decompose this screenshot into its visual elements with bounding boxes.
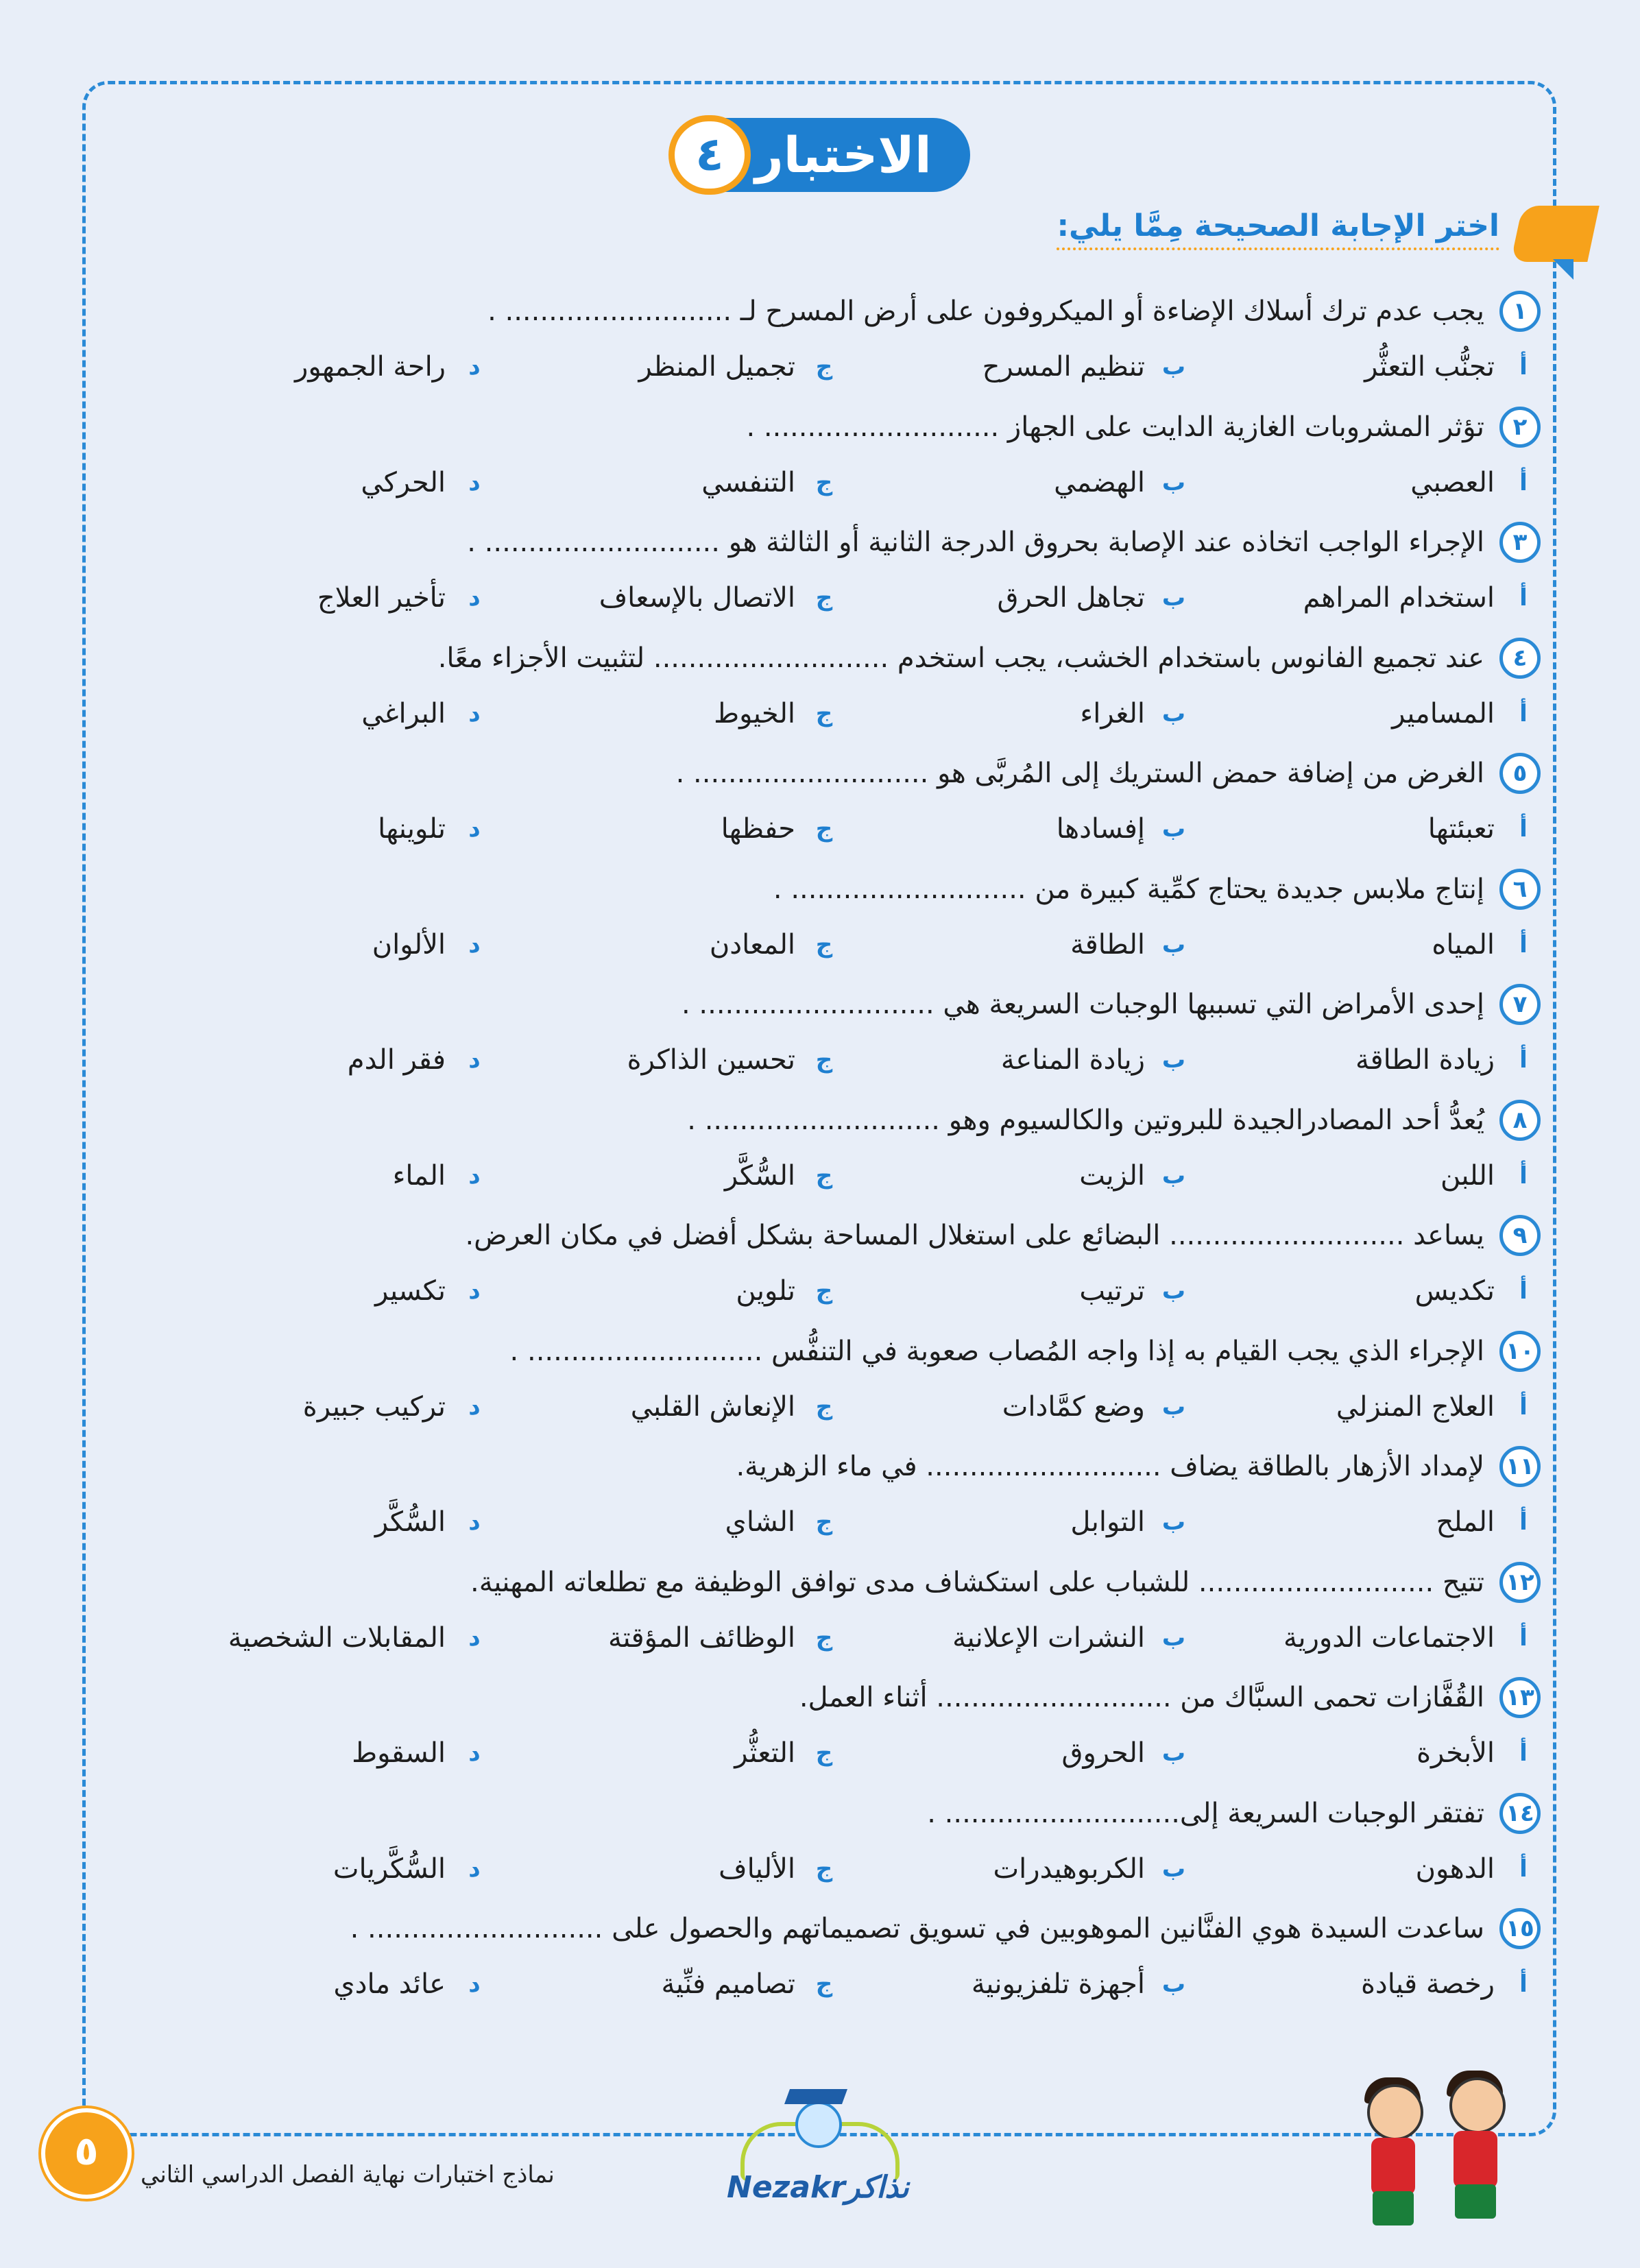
option-letter: ب	[1161, 1739, 1186, 1767]
answer-option[interactable]	[488, 1044, 838, 1076]
option-letter: ب	[1161, 1624, 1186, 1652]
option-text: الأبخرة	[1416, 1737, 1495, 1769]
options-row	[138, 1033, 1537, 1087]
option-letter: أ	[1519, 1739, 1528, 1767]
question-text: لإمداد الأزهار بالطاقة يضاف ........................... في ماء الزهرية.	[736, 1451, 1484, 1482]
option-text: الاتصال بالإسعاف	[599, 582, 795, 614]
answer-option[interactable]	[488, 929, 838, 961]
question-number-badge: ٩	[1499, 1215, 1541, 1256]
option-text: المعادن	[709, 929, 795, 961]
option-letter: أ	[1519, 469, 1528, 496]
option-text: حفظها	[721, 813, 795, 845]
option-letter: ب	[1161, 931, 1186, 958]
option-letter: ب	[1161, 353, 1186, 381]
option-letter: ب	[1161, 1046, 1186, 1074]
answer-option[interactable]	[488, 698, 838, 729]
option-text: اللبن	[1440, 1160, 1495, 1192]
option-letter: أ	[1519, 1970, 1528, 1998]
question-row	[467, 515, 1541, 570]
student-head-icon	[795, 2101, 842, 2148]
option-letter: ج	[815, 1624, 833, 1652]
option-letter: ج	[815, 1970, 833, 1998]
answer-option[interactable]	[488, 1275, 838, 1307]
option-letter: أ	[1519, 700, 1528, 727]
option-letter: ب	[1161, 1508, 1186, 1536]
question-row	[438, 631, 1541, 686]
answer-option[interactable]	[838, 1044, 1187, 1076]
answer-option[interactable]	[488, 1622, 838, 1654]
option-letter: د	[468, 1277, 481, 1305]
answer-option[interactable]	[1187, 813, 1537, 845]
answer-option[interactable]	[1187, 1160, 1537, 1192]
option-letter: أ	[1519, 353, 1528, 381]
option-text: العلاج المنزلي	[1336, 1391, 1495, 1423]
option-text: التعثُّر	[734, 1737, 795, 1769]
option-text: الكربوهيدرات	[993, 1853, 1145, 1885]
question-row	[927, 1786, 1541, 1841]
option-text: السُّكَّر	[724, 1160, 795, 1192]
question-number-badge: ١١	[1499, 1446, 1541, 1487]
answer-option[interactable]	[1187, 1622, 1537, 1654]
option-letter: أ	[1519, 584, 1528, 612]
answer-option[interactable]	[838, 1160, 1187, 1192]
answer-option[interactable]	[138, 1506, 488, 1538]
option-text: الحركي	[361, 467, 446, 498]
kid-shorts-icon	[1373, 2191, 1414, 2225]
option-text: تجنُّب التعثُّر	[1364, 351, 1495, 383]
options-row	[138, 918, 1537, 972]
option-text: تأخير العلاج	[317, 582, 446, 614]
answer-option[interactable]	[838, 467, 1187, 498]
option-text: الزيت	[1079, 1160, 1145, 1192]
answer-option[interactable]	[1187, 582, 1537, 614]
option-letter: ج	[815, 1162, 833, 1190]
answer-option[interactable]	[1187, 351, 1537, 383]
option-text: زيادة الطاقة	[1355, 1044, 1495, 1076]
question-row	[736, 1439, 1541, 1494]
question-text: تتيح ........................... للشباب على استكشاف مدى توافق الوظيفة مع تطلعاته المهنية.	[470, 1567, 1484, 1598]
question-number-badge: ٣	[1499, 522, 1541, 563]
option-letter: د	[468, 1393, 481, 1421]
option-text: وضع كمَّادات	[1002, 1391, 1145, 1423]
option-text: الشاي	[725, 1506, 795, 1538]
question-row	[687, 1093, 1541, 1148]
answer-option[interactable]	[838, 1622, 1187, 1654]
answer-option[interactable]	[838, 1506, 1187, 1538]
question-number-badge: ٦	[1499, 869, 1541, 910]
option-text: السُّكَّر	[374, 1506, 446, 1538]
answer-option[interactable]	[488, 1968, 838, 2000]
option-letter: ب	[1161, 1162, 1186, 1190]
options-row	[138, 1957, 1537, 2011]
option-text: العصبي	[1410, 467, 1495, 498]
kid-shirt-icon	[1371, 2138, 1415, 2195]
option-letter: أ	[1519, 1508, 1528, 1536]
answer-option[interactable]	[838, 813, 1187, 845]
question-text: تؤثر المشروبات الغازية الدايت على الجهاز ........................... .	[746, 411, 1484, 443]
kid-shirt-icon	[1454, 2131, 1497, 2188]
option-letter: ج	[815, 584, 833, 612]
option-letter: د	[468, 1624, 481, 1652]
options-row	[138, 456, 1537, 509]
answer-option[interactable]	[488, 351, 838, 383]
logo-text: Nezakrنذاكر	[727, 2170, 909, 2205]
kid-face-icon	[1367, 2084, 1423, 2140]
option-letter: د	[468, 700, 481, 727]
option-letter: أ	[1519, 1277, 1528, 1305]
question-text: يساعد ........................... البضائع على استغلال المساحة بشكل أفضل في مكان العرض.	[465, 1220, 1484, 1251]
option-letter: ج	[815, 1393, 833, 1421]
question-text: يجب عدم ترك أسلاك الإضاءة أو الميكروفون على أرض المسرح لـ .......................... .	[487, 295, 1484, 327]
option-text: الحروق	[1061, 1737, 1145, 1769]
option-text: المسامير	[1392, 698, 1495, 729]
option-text: السُّكَّريات	[333, 1853, 446, 1885]
option-letter: ج	[815, 353, 833, 381]
option-text: الهضمي	[1054, 467, 1145, 498]
answer-option[interactable]	[488, 1737, 838, 1769]
question-text: تفتقر الوجبات السريعة إلى........................... .	[927, 1798, 1484, 1829]
option-text: تعبئتها	[1427, 813, 1495, 845]
answer-option[interactable]	[1187, 1853, 1537, 1885]
options-row	[138, 1149, 1537, 1203]
exam-title: الاختبار	[675, 118, 970, 192]
option-text: الطاقة	[1070, 929, 1145, 961]
answer-option[interactable]	[1187, 1737, 1537, 1769]
answer-option[interactable]	[1187, 1391, 1537, 1423]
question-row	[773, 862, 1541, 917]
answer-option[interactable]	[838, 1968, 1187, 2000]
kids-illustration	[1337, 2057, 1543, 2221]
option-letter: ج	[815, 469, 833, 496]
options-row	[138, 1726, 1537, 1780]
options-row	[138, 1380, 1537, 1434]
option-letter: ب	[1161, 469, 1186, 496]
answer-option[interactable]	[488, 1391, 838, 1423]
option-text: ترتيب	[1079, 1275, 1145, 1307]
answer-option[interactable]	[1187, 698, 1537, 729]
answer-option[interactable]	[138, 698, 488, 729]
answer-option[interactable]	[488, 1853, 838, 1885]
answer-option[interactable]	[138, 1044, 488, 1076]
answer-option[interactable]	[838, 1853, 1187, 1885]
option-letter: أ	[1519, 931, 1528, 958]
option-text: الألوان	[372, 929, 446, 961]
option-text: التوابل	[1070, 1506, 1145, 1538]
option-text: البراغي	[361, 698, 446, 729]
question-number-badge: ٥	[1499, 753, 1541, 794]
options-row	[138, 1842, 1537, 1896]
answer-option[interactable]	[488, 813, 838, 845]
answer-option[interactable]	[138, 1160, 488, 1192]
answer-option[interactable]	[138, 467, 488, 498]
answer-option[interactable]	[838, 698, 1187, 729]
question-row	[465, 1208, 1541, 1263]
option-letter: د	[468, 1855, 481, 1883]
option-text: عائد مادي	[333, 1968, 446, 2000]
option-text: الخيوط	[714, 698, 795, 729]
option-letter: ج	[815, 1508, 833, 1536]
question-text: عند تجميع الفانوس باستخدام الخشب، يجب استخدم ........................... لتثبيت الأجزاء معًا.	[437, 642, 1484, 674]
brand-logo	[713, 2074, 919, 2211]
question-number-badge: ٧	[1499, 984, 1541, 1025]
question-row	[799, 1670, 1541, 1725]
option-text: الماء	[392, 1160, 446, 1192]
kid-shorts-icon	[1455, 2184, 1496, 2219]
answer-option[interactable]	[488, 467, 838, 498]
options-row	[138, 1264, 1537, 1318]
question-text: يُعدُّ أحد المصادرالجيدة للبروتين والكالسيوم وهو ........................... .	[687, 1105, 1484, 1136]
answer-option[interactable]	[138, 1622, 488, 1654]
instruction-heading: اختر الإجابة الصحيحة مِمَّا يلي:	[1057, 208, 1499, 250]
option-text: تكسير	[374, 1275, 446, 1307]
graduation-cap-icon	[784, 2089, 847, 2104]
option-letter: ج	[815, 1739, 833, 1767]
question-row	[746, 400, 1541, 455]
answer-option[interactable]	[138, 351, 488, 383]
option-letter: ج	[815, 931, 833, 958]
instruction-tab-tail-icon	[1553, 259, 1573, 280]
question-row	[682, 977, 1541, 1032]
option-text: تحسين الذاكرة	[627, 1044, 795, 1076]
options-row	[138, 571, 1537, 625]
options-row	[138, 340, 1537, 394]
answer-option[interactable]	[138, 1275, 488, 1307]
option-text: تلوينها	[378, 813, 446, 845]
option-letter: د	[468, 1970, 481, 1998]
option-letter: ج	[815, 1046, 833, 1074]
option-text: تكديس	[1414, 1275, 1495, 1307]
option-text: الدهون	[1415, 1853, 1495, 1885]
option-letter: ج	[815, 700, 833, 727]
answer-option[interactable]	[488, 582, 838, 614]
option-text: الاجتماعات الدورية	[1283, 1622, 1495, 1654]
option-letter: د	[468, 931, 481, 958]
question-row	[470, 1555, 1541, 1610]
option-text: تركيب جبيرة	[302, 1391, 446, 1423]
option-text: رخصة قيادة	[1360, 1968, 1495, 2000]
answer-option[interactable]	[138, 1391, 488, 1423]
option-text: تلوين	[736, 1275, 795, 1307]
option-text: راحة الجمهور	[295, 351, 446, 383]
option-letter: د	[468, 1046, 481, 1074]
option-letter: د	[468, 815, 481, 843]
options-row	[138, 687, 1537, 740]
question-number-badge: ١٢	[1499, 1562, 1541, 1603]
answer-option[interactable]	[838, 1275, 1187, 1307]
answer-option[interactable]	[1187, 1275, 1537, 1307]
instruction-tab-icon	[1510, 206, 1599, 262]
options-row	[138, 1611, 1537, 1665]
option-text: المياه	[1432, 929, 1495, 961]
page-number: ٥	[41, 2108, 132, 2199]
answer-option[interactable]	[1187, 1968, 1537, 2000]
question-number-badge: ١٤	[1499, 1793, 1541, 1834]
option-letter: د	[468, 584, 481, 612]
question-text: ساعدت السيدة هوي الفنَّانين الموهوبين في تسويق تصميماتهم والحصول على ........................... .	[350, 1913, 1484, 1944]
option-text: تجميل المنظر	[638, 351, 795, 383]
answer-option[interactable]	[1187, 467, 1537, 498]
question-text: الغرض من إضافة حمض الستريك إلى المُربَّى هو ........................... .	[675, 758, 1484, 789]
answer-option[interactable]	[838, 1737, 1187, 1769]
answer-option[interactable]	[138, 582, 488, 614]
option-letter: ج	[815, 1277, 833, 1305]
option-letter: أ	[1519, 1162, 1528, 1190]
question-row	[350, 1901, 1541, 1956]
option-text: الغراء	[1080, 698, 1145, 729]
question-number-badge: ١	[1499, 291, 1541, 332]
option-text: الإنعاش القلبي	[630, 1391, 795, 1423]
answer-option[interactable]	[138, 813, 488, 845]
footer-text: نماذج اختبارات نهاية الفصل الدراسي الثاني	[141, 2161, 555, 2188]
option-text: الألياف	[719, 1853, 795, 1885]
answer-option[interactable]	[838, 929, 1187, 961]
option-letter: أ	[1519, 1393, 1528, 1421]
question-text: القُفَّازات تحمى السبَّاك من ........................... أثناء العمل.	[799, 1682, 1484, 1713]
answer-option[interactable]	[838, 1391, 1187, 1423]
option-text: زيادة المناعة	[1000, 1044, 1145, 1076]
question-text: الإجراء الواجب اتخاذه عند الإصابة بحروق الدرجة الثانية أو الثالثة هو ........................... .	[467, 527, 1484, 558]
option-text: إفسادها	[1056, 813, 1145, 845]
option-letter: د	[468, 1508, 481, 1536]
answer-option[interactable]	[1187, 1506, 1537, 1538]
option-letter: ب	[1161, 584, 1186, 612]
option-letter: ب	[1161, 700, 1186, 727]
answer-option[interactable]	[138, 1737, 488, 1769]
question-number-badge: ٤	[1499, 638, 1541, 679]
option-text: المقابلات الشخصية	[228, 1622, 446, 1654]
question-text: الإجراء الذي يجب القيام به إذا واجه المُصاب صعوبة في التنفُّس ........................... .	[509, 1336, 1484, 1367]
exam-number-badge: ٤	[668, 115, 751, 195]
answer-option[interactable]	[1187, 1044, 1537, 1076]
question-text: إحدى الأمراض التي تسببها الوجبات السريعة هي ........................... .	[681, 989, 1484, 1020]
option-text: تجاهل الحرق	[997, 582, 1145, 614]
question-row	[510, 1324, 1541, 1379]
option-letter: ج	[815, 815, 833, 843]
answer-option[interactable]	[138, 1968, 488, 2000]
option-text: تنظيم المسرح	[982, 351, 1145, 383]
question-number-badge: ١٠	[1499, 1331, 1541, 1372]
question-number-badge: ٢	[1499, 407, 1541, 448]
answer-option[interactable]	[488, 1160, 838, 1192]
question-number-badge: ١٥	[1499, 1908, 1541, 1949]
question-row	[487, 284, 1541, 339]
option-letter: ب	[1161, 1393, 1186, 1421]
kid-face-icon	[1449, 2077, 1506, 2134]
options-row	[138, 1495, 1537, 1549]
option-letter: ب	[1161, 815, 1186, 843]
option-letter: أ	[1519, 1624, 1528, 1652]
option-text: الملح	[1436, 1506, 1495, 1538]
option-letter: أ	[1519, 815, 1528, 843]
option-text: الوظائف المؤقتة	[608, 1622, 795, 1654]
option-text: أجهزة تلفزيونية	[971, 1968, 1145, 2000]
option-text: استخدام المراهم	[1303, 582, 1495, 614]
answer-option[interactable]	[1187, 929, 1537, 961]
option-letter: ب	[1161, 1855, 1186, 1883]
option-letter: أ	[1519, 1046, 1528, 1074]
answer-option[interactable]	[838, 351, 1187, 383]
option-letter: د	[468, 1739, 481, 1767]
question-row	[676, 746, 1541, 801]
option-text: النشرات الإعلانية	[952, 1622, 1145, 1654]
option-letter: د	[468, 353, 481, 381]
question-number-badge: ٨	[1499, 1100, 1541, 1141]
option-text: السقوط	[352, 1737, 446, 1769]
option-letter: د	[468, 1162, 481, 1190]
option-letter: د	[468, 469, 481, 496]
option-text: فقر الدم	[347, 1044, 446, 1076]
option-letter: ب	[1161, 1277, 1186, 1305]
option-letter: ج	[815, 1855, 833, 1883]
answer-option[interactable]	[838, 582, 1187, 614]
answer-option[interactable]	[488, 1506, 838, 1538]
option-text: تصاميم فنِّية	[661, 1968, 795, 2000]
answer-option[interactable]	[138, 1853, 488, 1885]
question-number-badge: ١٣	[1499, 1677, 1541, 1718]
option-text: التنفسي	[701, 467, 795, 498]
option-letter: ب	[1161, 1970, 1186, 1998]
option-letter: أ	[1519, 1855, 1528, 1883]
options-row	[138, 802, 1537, 856]
question-text: إنتاج ملابس جديدة يحتاج كمِّية كبيرة من ........................... .	[773, 873, 1484, 905]
answer-option[interactable]	[138, 929, 488, 961]
